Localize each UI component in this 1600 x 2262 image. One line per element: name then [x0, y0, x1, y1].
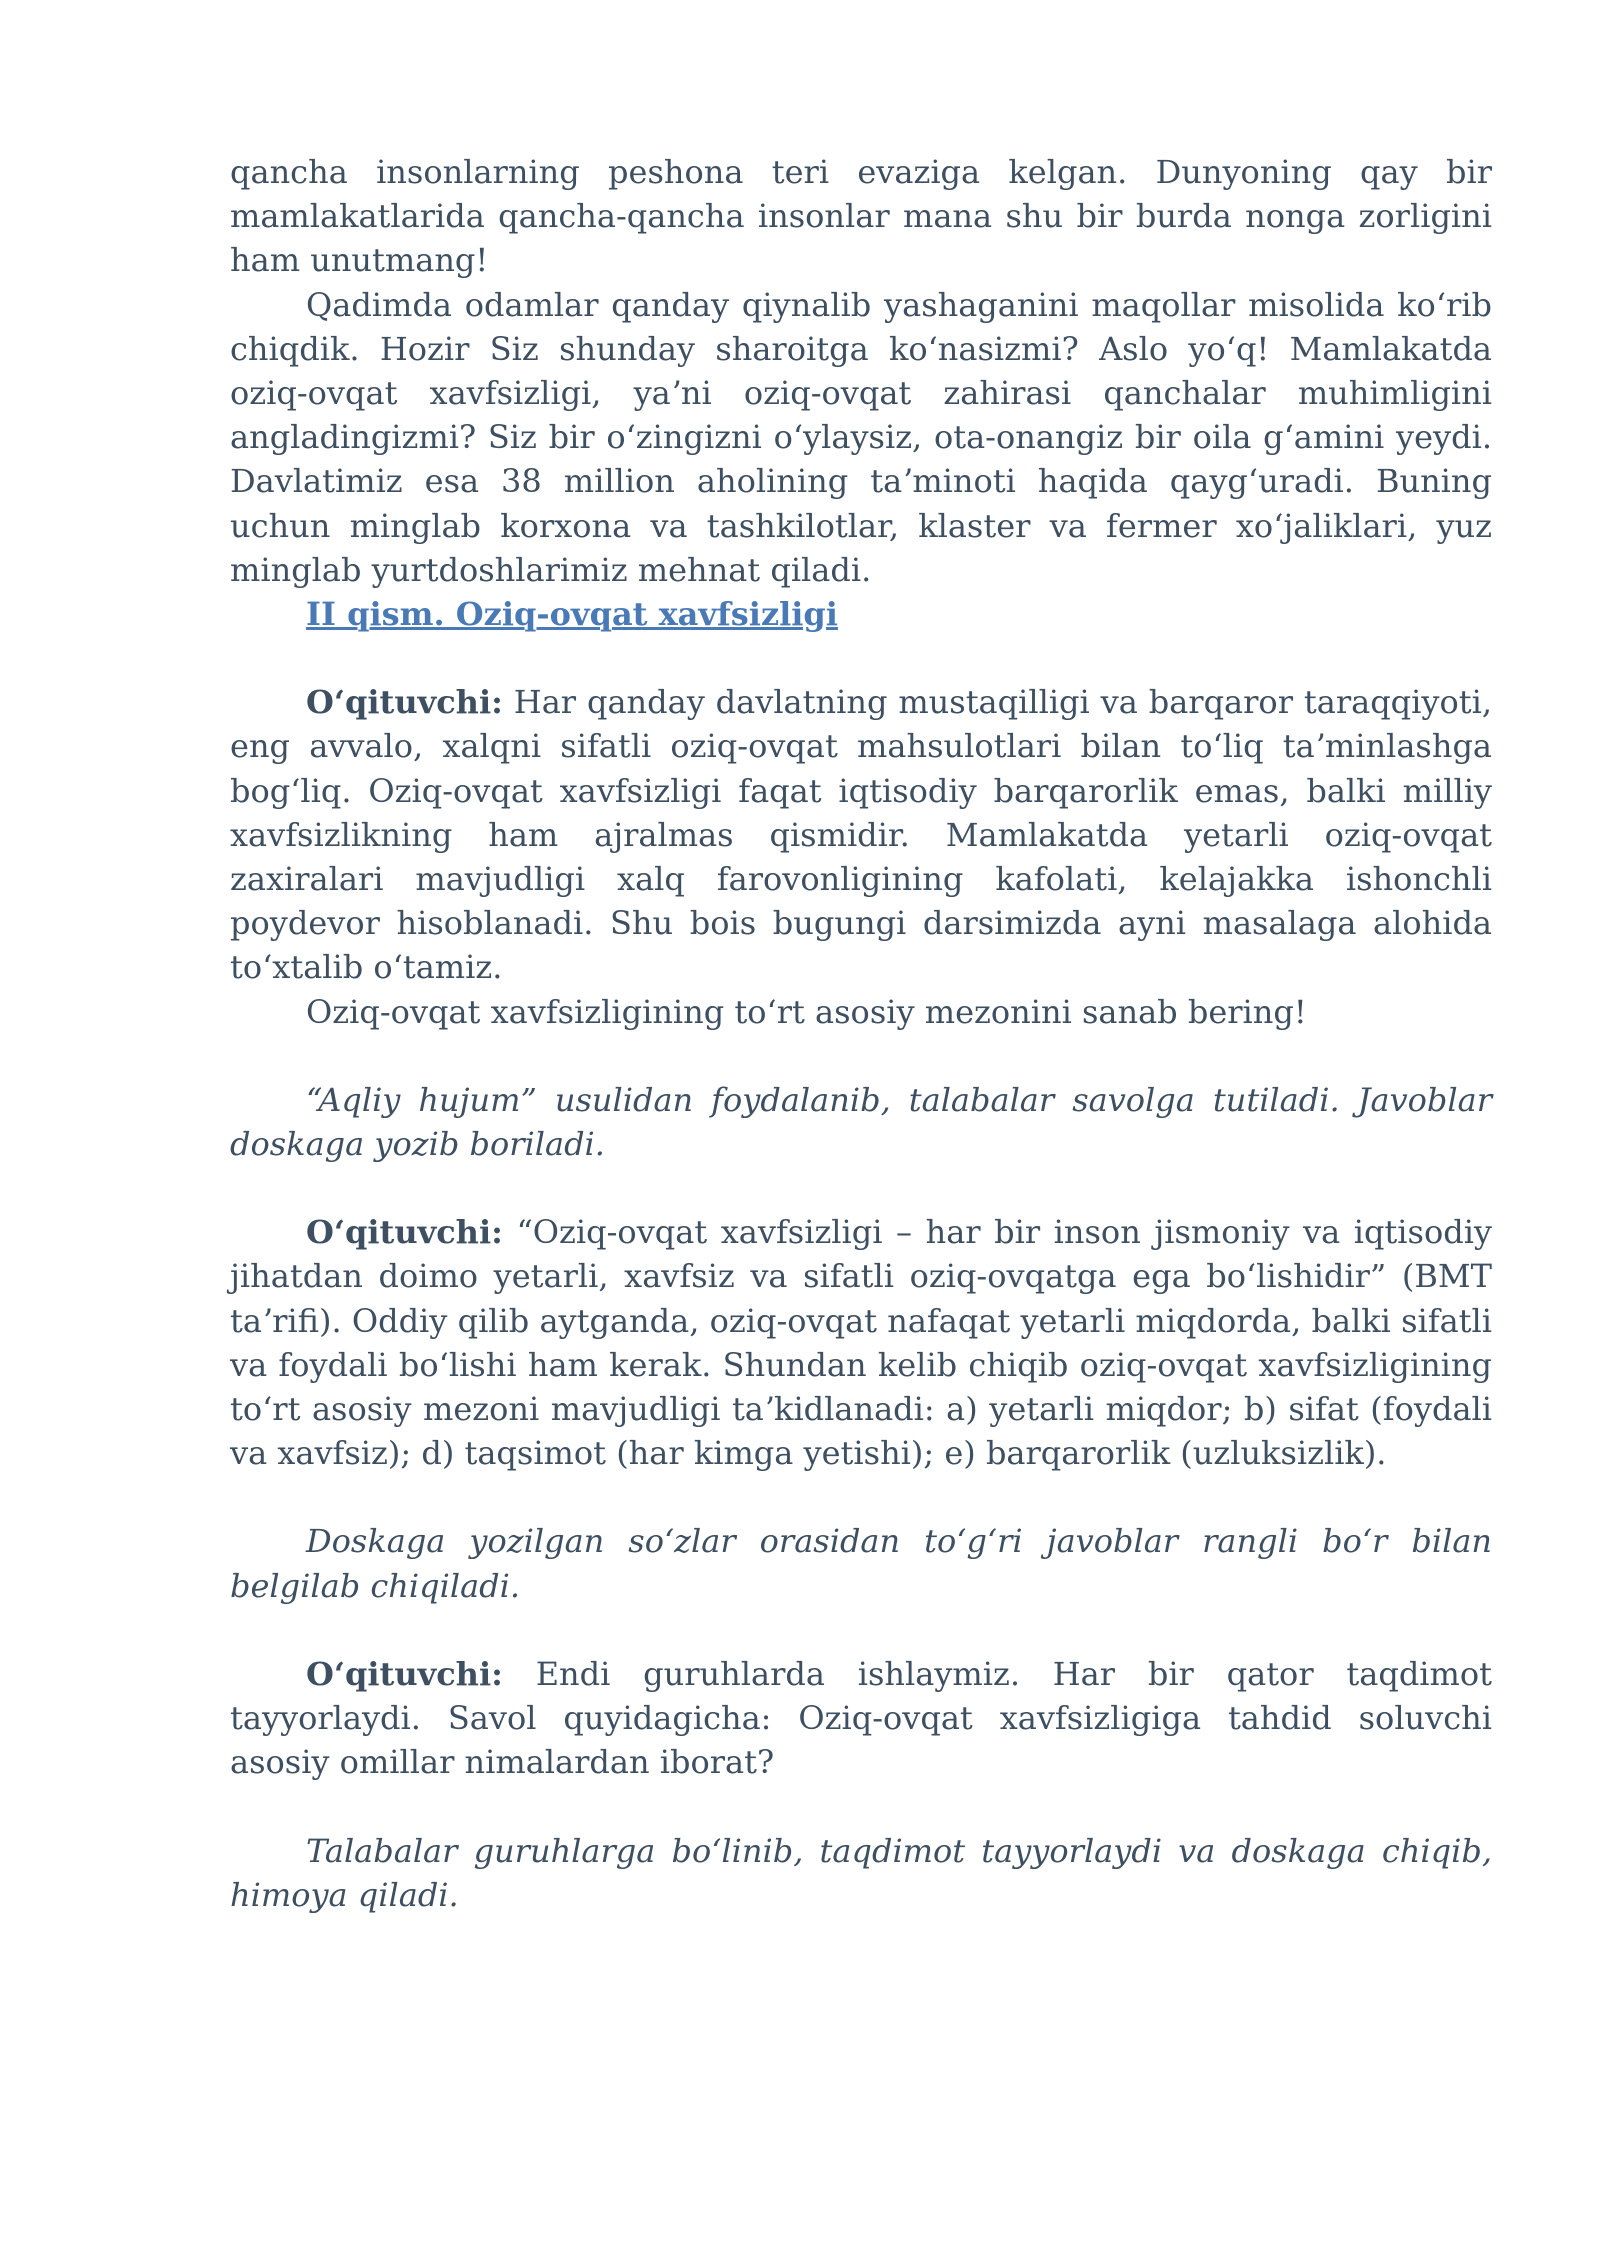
paragraph-board-note: Doskaga yozilgan soʻzlar orasidan toʻgʻri javoblar rangli boʻr bilan belgilab chiqiladi.	[230, 1522, 1492, 1605]
paragraph-ancestors: Qadimda odamlar qanday qiynalib yashaganini maqollar misolida koʻrib chiqdik. Hozir Siz shunday sharoitga koʻnasizmi? Aslo yoʻq! Mamlakatda oziq-ovqat xavfsizligi, yaʼni oziq-ovqat zahirasi qanchalar muhimligini angladingizmi? Siz bir oʻzingizni oʻylaysiz, ota-onangiz bir oila gʻamini yeydi. Davlatimiz esa 38 million aholining taʼminoti haqida qaygʻuradi. Buning uchun minglab korxona va tashkilotlar, klaster va fermer xoʻjaliklari, yuz minglab yurtdoshlarimiz mehnat qiladi.	[230, 285, 1492, 589]
paragraph-teacher-3	[230, 1652, 1492, 1785]
teacher-text-3: Endi guruhlarda ishlaymiz. Har bir qator taqdimot tayyorlaydi. Savol quyidagicha: Oziq-ovqat xavfsizligiga tahdid soluvchi asosiy omillar nimalardan iborat?	[230, 1654, 1492, 1782]
paragraph-intro-continuation: qancha insonlarning peshona teri evaziga kelgan. Dunyoning qay bir mamlakatlarida qancha-qancha insonlar mana shu bir burda nonga zorligini ham unutmang!	[230, 153, 1492, 280]
section-heading-link[interactable]: II qism. Oziq-ovqat xavfsizligi	[306, 595, 838, 634]
paragraph-question: Oziq-ovqat xavfsizligining toʻrt asosiy mezonini sanab bering!	[306, 992, 1307, 1031]
speaker-label: Oʻqituvchi:	[306, 1654, 503, 1693]
teacher-text-2: “Oziq-ovqat xavfsizligi – har bir inson jismoniy va iqtisodiy jihatdan doimo yetarli, xavfsiz va sifatli oziq-ovqatga ega boʻlishidir” (BMT taʼrifi). Oddiy qilib aytganda, oziq-ovqat nafaqat yetarli miqdorda, balki sifatli va foydali boʻlishi ham kerak. Shundan kelib chiqib oziq-ovqat xavfsizligining toʻrt asosiy mezoni mavjudligi taʼkidlanadi: a) yetarli miqdor; b) sifat (foydali va xavfsiz); d) taqsimot (har kimga yetishi); e) barqarorlik (uzluksizlik).	[230, 1213, 1492, 1473]
paragraph-groups-note: Talabalar guruhlarga boʻlinib, taqdimot tayyorlaydi va doskaga chiqib, himoya qiladi.	[230, 1831, 1492, 1914]
speaker-label: Oʻqituvchi:	[306, 1213, 503, 1252]
teacher-text-1: Har qanday davlatning mustaqilligi va barqaror taraqqiyoti, eng avvalo, xalqni sifatli oziq-ovqat mahsulotlari bilan toʻliq taʼminlashga bogʻliq. Oziq-ovqat xavfsizligi faqat iqtisodiy barqarorlik emas, balki milliy xavfsizlikning ham ajralmas qismidir. Mamlakatda yetarli oziq-ovqat zaxiralari mavjudligi xalq farovonligining kafolati, kelajakka ishonchli poydevor hisoblanadi. Shu bois bugungi darsimizda ayni masalaga alohida toʻxtalib oʻtamiz.	[230, 683, 1492, 987]
section-heading[interactable]	[230, 592, 1492, 636]
paragraph-teacher-1	[230, 680, 1492, 989]
document-page	[230, 150, 1492, 1917]
paragraph-brainstorm-note: “Aqliy hujum” usulidan foydalanib, talabalar savolga tutiladi. Javoblar doskaga yozib boriladi.	[230, 1080, 1492, 1164]
speaker-label: Oʻqituvchi:	[306, 683, 503, 722]
paragraph-teacher-2	[230, 1210, 1492, 1475]
